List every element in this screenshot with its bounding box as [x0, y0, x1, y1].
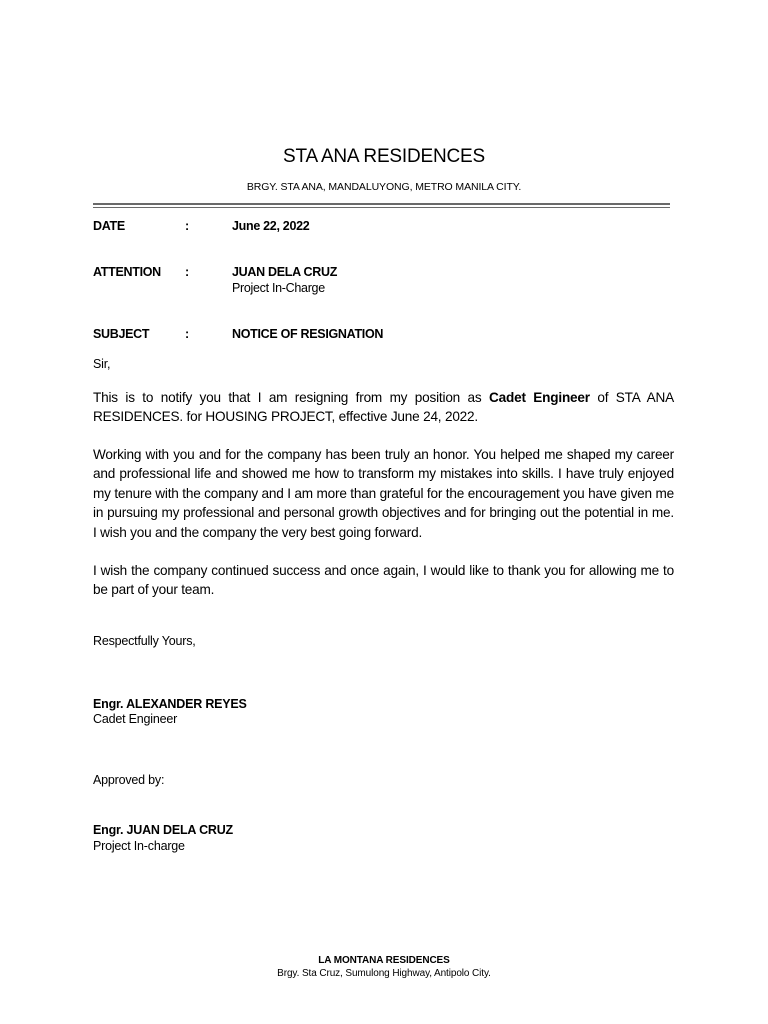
approval-label: Approved by: — [93, 773, 165, 787]
subject-colon: : — [185, 327, 189, 341]
subject-value: NOTICE OF RESIGNATION — [232, 327, 384, 341]
paragraph-1-text-b: of STA ANA — [589, 390, 674, 405]
footer-company: LA MONTANA RESIDENCES — [318, 955, 450, 966]
subject-label: SUBJECT — [93, 327, 150, 341]
approver-name: Engr. JUAN DELA CRUZ — [93, 823, 233, 837]
paragraph-2: Working with you and for the company has been truly an honor. You helped me shaped my career and professional life and showed me how to transform my mistakes into skills. I have truly enjoyed my tenure with the company and I am more than grateful for the encouragement you have given me in pursuing my professional and personal growth objectives and for bringing out the potential in me. I wish you and the company the very best going forward. — [93, 447, 674, 540]
header-divider-thin — [93, 207, 670, 208]
paragraph-3: I wish the company continued success and once again, I would like to thank you for allowing me to be part of your team. — [93, 563, 674, 598]
date-value: June 22, 2022 — [232, 219, 310, 233]
signatory-name: Engr. ALEXANDER REYES — [93, 697, 247, 711]
date-colon: : — [185, 219, 189, 233]
attention-value: JUAN DELA CRUZ — [232, 265, 338, 279]
letterhead-title: STA ANA RESIDENCES — [283, 146, 485, 167]
date-label: DATE — [93, 219, 125, 233]
closing: Respectfully Yours, — [93, 634, 196, 648]
paragraph-1-text-a: This is to notify you that I am resigning from my position as — [93, 390, 490, 405]
letterhead-address: BRGY. STA ANA, MANDALUYONG, METRO MANILA CITY. — [246, 181, 522, 193]
paragraph-1-line-2: RESIDENCES. for HOUSING PROJECT, effective June 24, 2022. — [93, 409, 478, 424]
attention-colon: : — [185, 265, 189, 279]
attention-role: Project In-Charge — [232, 281, 325, 295]
approver-title: Project In-charge — [93, 839, 185, 853]
salutation: Sir, — [93, 357, 111, 371]
signatory-title: Cadet Engineer — [93, 712, 178, 726]
paragraph-1-line-1 — [93, 388, 674, 407]
attention-label: ATTENTION — [93, 265, 161, 279]
header-divider — [93, 203, 670, 205]
position-title: Cadet Engineer — [489, 390, 590, 405]
footer-address: Brgy. Sta Cruz, Sumulong Highway, Antipolo City. — [277, 968, 491, 979]
